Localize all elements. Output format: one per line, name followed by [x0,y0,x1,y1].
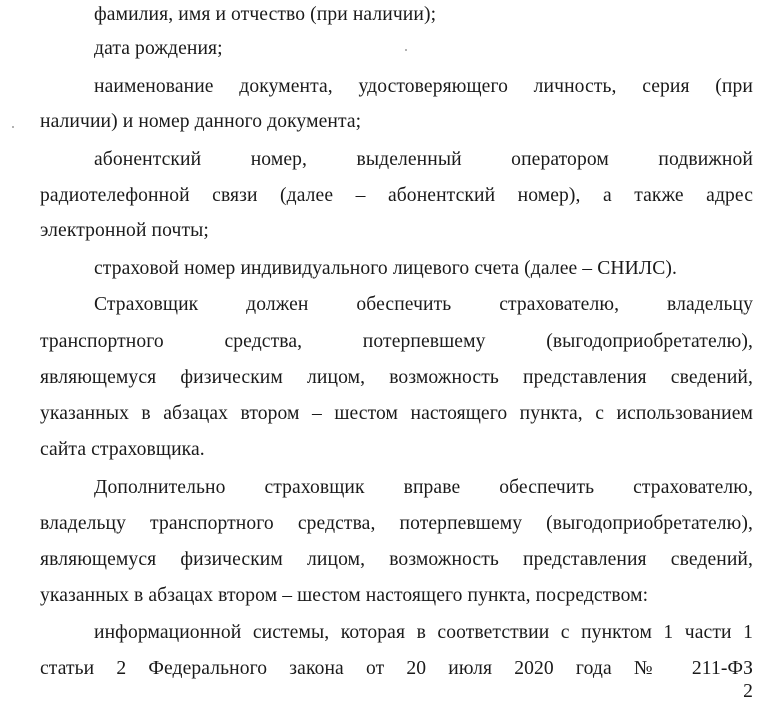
scan-speck [405,49,407,51]
text-line-2: дата рождения; [94,38,223,59]
text-line-16: являющемуся физическим лицом, возможность представления сведений, [40,549,753,570]
text-line-1: фамилия, имя и отчество (при наличии); [94,4,437,25]
text-line-14: Дополнительно страховщик вправе обеспечить страхователю, [94,477,753,498]
text-line-3: наименование документа, удостоверяющего личность, серия (при [94,76,753,97]
text-line-12: указанных в абзацах втором – шестом настоящего пункта, с использованием [40,403,753,424]
scan-speck [12,126,14,128]
text-line-15: владельцу транспортного средства, потерпевшему (выгодоприобретателю), [40,513,753,534]
page-number: 2 [743,681,753,702]
text-line-4: наличии) и номер данного документа; [40,111,362,132]
text-line-5: абонентский номер, выделенный оператором подвижной [94,149,753,170]
text-line-10: транспортного средства, потерпевшему (выгодоприобретателю), [40,331,753,352]
text-line-8: страховой номер индивидуального лицевого счета (далее – СНИЛС). [94,258,678,279]
text-line-7: электронной почты; [40,220,209,241]
text-line-11: являющемуся физическим лицом, возможность представления сведений, [40,367,753,388]
text-line-6: радиотелефонной связи (далее – абонентский номер), а также адрес [40,185,753,206]
text-line-19: статьи 2 Федерального закона от 20 июля 2020 года № 211-ФЗ [40,658,753,679]
text-line-18: информационной системы, которая в соответствии с пунктом 1 части 1 [94,622,753,643]
text-line-17: указанных в абзацах втором – шестом настоящего пункта, посредством: [40,585,649,606]
text-line-9: Страховщик должен обеспечить страхователю, владельцу [94,294,753,315]
text-line-13: сайта страховщика. [40,439,205,460]
